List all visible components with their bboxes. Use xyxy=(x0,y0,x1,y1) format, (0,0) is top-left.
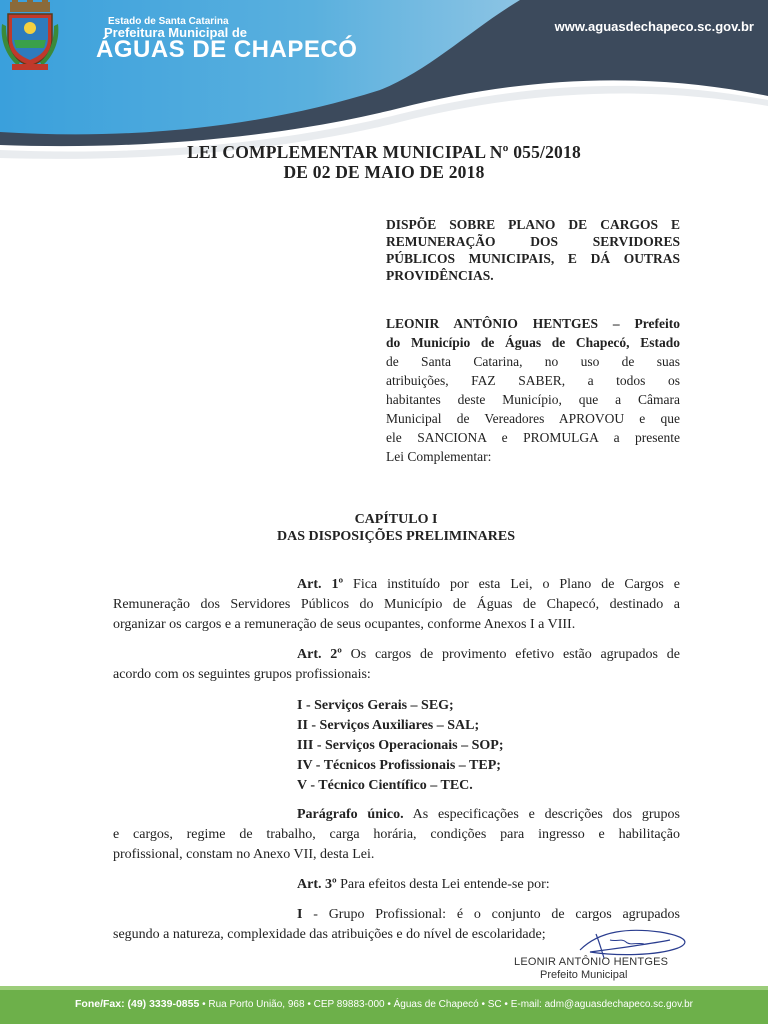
summary-line: PÚBLICOS MUNICIPAIS, E DÁ OUTRAS xyxy=(386,251,680,266)
article-text: Fica instituído por esta Lei, o Plano de Cargos e xyxy=(353,577,681,592)
article-2 xyxy=(113,645,680,685)
item-text: segundo a natureza, complexidade das atribuições e do nível de escolaridade; xyxy=(113,927,546,942)
article-text: Para efeitos desta Lei entende-se por: xyxy=(340,877,550,892)
article-label: Art. 3º xyxy=(297,877,337,892)
preamble-line: LEONIR ANTÔNIO HENTGES – Prefeito xyxy=(386,316,680,331)
preamble-line: Lei Complementar: xyxy=(386,449,492,464)
article-text: Remuneração dos Servidores Públicos do Município de Águas de Chapecó, destinado a xyxy=(113,597,680,612)
signature-role: Prefeito Municipal xyxy=(540,969,628,981)
article-1 xyxy=(113,575,680,635)
article-text: Os cargos de provimento efetivo estão agrupados de xyxy=(350,647,680,662)
group-item: I - Serviços Gerais – SEG; xyxy=(297,698,454,713)
paragraph-label: Parágrafo único. xyxy=(297,807,404,822)
paragraph-text: As especificações e descrições dos grupos xyxy=(412,807,680,822)
law-summary xyxy=(386,216,680,284)
preamble xyxy=(386,314,680,466)
law-title: LEI COMPLEMENTAR MUNICIPAL Nº 055/2018 xyxy=(187,142,581,162)
summary-line: REMUNERAÇÃO DOS SERVIDORES xyxy=(386,234,680,249)
group-item: V - Técnico Científico – TEC. xyxy=(297,778,473,793)
sole-paragraph xyxy=(113,805,680,865)
letterhead-footer xyxy=(0,986,768,1024)
article-text: acordo com os seguintes grupos profissionais: xyxy=(113,667,371,682)
professional-groups-list xyxy=(297,696,504,796)
footer-address: • Rua Porto União, 968 • CEP 89883-000 • Águas de Chapecó • SC • E-mail: adm@aguasdechapeco.sc.gov.br xyxy=(202,999,693,1010)
paragraph-text: profissional, constam no Anexo VII, desta Lei. xyxy=(113,847,375,862)
website-link[interactable]: www.aguasdechapeco.sc.gov.br xyxy=(554,19,754,34)
item-text: - Grupo Profissional: é o conjunto de cargos agrupados xyxy=(313,907,680,922)
preamble-line: ele SANCIONA e PROMULGA a presente xyxy=(386,430,680,445)
signature-name: LEONIR ANTÔNIO HENTGES xyxy=(514,956,669,968)
summary-line: DISPÕE SOBRE PLANO DE CARGOS E xyxy=(386,217,680,232)
preamble-line: Municipal de Vereadores APROVOU e que xyxy=(386,411,680,426)
footer-contact xyxy=(0,998,768,1010)
paragraph-text: e cargos, regime de trabalho, carga horária, condições para ingresso e habilitação xyxy=(113,827,680,842)
chapter-title: DAS DISPOSIÇÕES PRELIMINARES xyxy=(276,529,516,544)
group-item: III - Serviços Operacionais – SOP; xyxy=(297,738,504,753)
article-text: organizar os cargos e a remuneração de seus ocupantes, conforme Anexos I a VIII. xyxy=(113,617,576,632)
preamble-line: do Município de Águas de Chapecó, Estado xyxy=(386,335,680,350)
item-label: I xyxy=(297,907,303,922)
group-item: IV - Técnicos Profissionais – TEP; xyxy=(297,758,501,773)
brand-city-name: ÁGUAS DE CHAPECÓ xyxy=(96,36,358,63)
preamble-line: habitantes deste Município, que a Câmara xyxy=(386,392,680,407)
brand-state: Estado de Santa Catarina xyxy=(108,16,229,27)
preamble-line: de Santa Catarina, no uso de suas xyxy=(386,354,680,369)
article-3 xyxy=(113,875,680,895)
summary-line: PROVIDÊNCIAS. xyxy=(386,268,494,283)
brand-prefeitura: Prefeitura Municipal de xyxy=(104,25,248,40)
preamble-line: atribuições, FAZ SABER, a todos os xyxy=(386,373,680,388)
group-item: II - Serviços Auxiliares – SAL; xyxy=(297,718,480,733)
municipal-coat-of-arms-icon xyxy=(0,0,60,70)
footer-phone: Fone/Fax: (49) 3339-0855 xyxy=(75,998,200,1010)
article-label: Art. 1º xyxy=(297,577,344,592)
law-date: DE 02 DE MAIO DE 2018 xyxy=(283,162,485,182)
article-label: Art. 2º xyxy=(297,647,342,662)
chapter-number: CAPÍTULO I xyxy=(354,512,438,527)
